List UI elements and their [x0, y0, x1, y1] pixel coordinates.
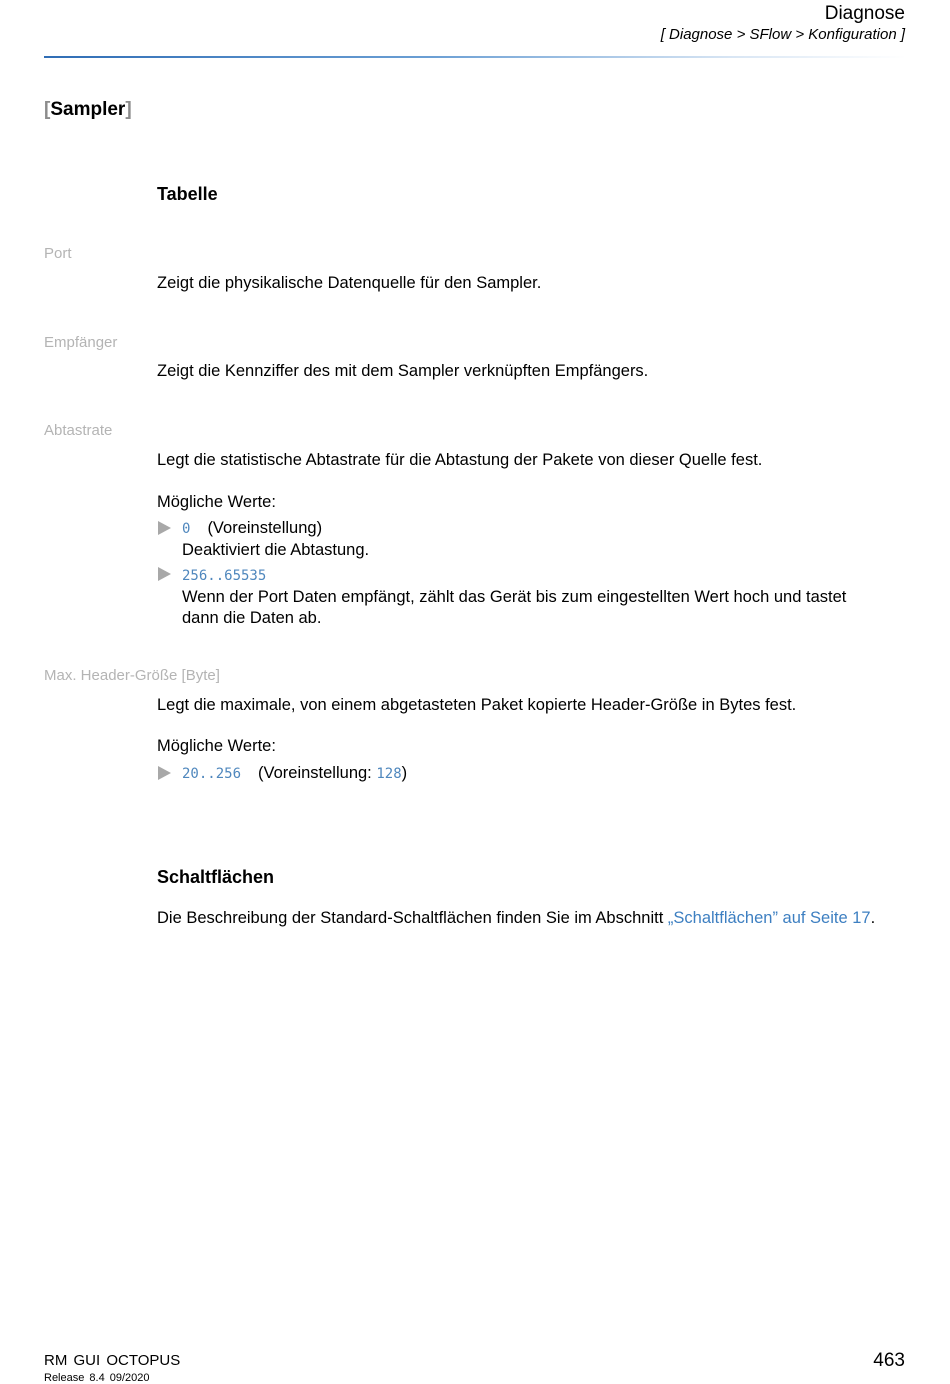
header-divider	[44, 56, 906, 58]
section-title-open-bracket: [	[44, 99, 51, 120]
value-note-suffix: )	[401, 764, 408, 782]
footer-page-number: 463	[873, 1350, 905, 1371]
header-chapter-title: Diagnose	[824, 3, 905, 24]
buttons-section-link[interactable]: „Schaltflächen” auf Seite 17	[667, 909, 871, 927]
value-code: 20..256	[182, 766, 242, 782]
field-label-sampling-rate: Abtastrate	[44, 422, 113, 439]
table-heading: Tabelle	[157, 184, 218, 204]
field-description-sampling-rate: Legt die statistische Abtastrate für die Abtastung der Pakete von dieser Quelle fest.	[157, 451, 763, 469]
bullet-triangle-icon	[158, 766, 171, 780]
possible-values-label-sampling-rate: Mögliche Werte:	[157, 493, 276, 511]
footer-release-info: Release 8.4 09/2020	[44, 1372, 150, 1384]
bullet-triangle-icon	[158, 567, 171, 581]
value-description: Deaktiviert die Abtastung.	[182, 541, 370, 559]
field-description-max-header-size: Legt die maximale, von einem abgetasteten Paket kopierte Header-Größe in Bytes fest.	[157, 696, 797, 714]
value-code: 0	[182, 521, 191, 537]
value-note: (Voreinstellung)	[207, 519, 323, 537]
field-label-port: Port	[44, 245, 72, 262]
bullet-triangle-icon	[158, 521, 171, 535]
section-title-close-bracket: ]	[125, 99, 132, 120]
buttons-description	[157, 909, 875, 928]
section-title-text: Sampler	[50, 99, 126, 120]
field-description-port: Zeigt die physikalische Datenquelle für den Sampler.	[157, 274, 542, 292]
value-note-prefix: (Voreinstellung:	[258, 764, 377, 782]
buttons-heading: Schaltflächen	[157, 867, 275, 887]
buttons-description-period: .	[870, 909, 876, 927]
value-item-header-size-range	[182, 763, 407, 785]
field-label-max-header-size: Max. Header-Größe [Byte]	[44, 667, 220, 684]
field-description-receiver: Zeigt die Kennziffer des mit dem Sampler verknüpften Empfängers.	[157, 362, 649, 380]
value-code: 256..65535	[182, 568, 267, 584]
value-description-line-2: dann die Daten ab.	[182, 609, 322, 627]
value-default-code: 128	[376, 766, 402, 782]
value-description-line-1: Wenn der Port Daten empfängt, zählt das Gerät bis zum eingestellten Wert hoch und tastet	[182, 588, 847, 606]
value-item-sampling-off	[182, 518, 369, 561]
value-item-sampling-range	[182, 565, 846, 629]
buttons-description-text: Die Beschreibung der Standard-Schaltflächen finden Sie im Abschnitt	[157, 909, 668, 927]
footer-document-title: RM GUI OCTOPUS	[44, 1352, 181, 1369]
field-label-receiver: Empfänger	[44, 334, 118, 351]
header-breadcrumb: [ Diagnose > SFlow > Konfiguration ]	[660, 26, 905, 43]
section-title	[44, 99, 132, 121]
possible-values-label-max-header-size: Mögliche Werte:	[157, 737, 276, 755]
